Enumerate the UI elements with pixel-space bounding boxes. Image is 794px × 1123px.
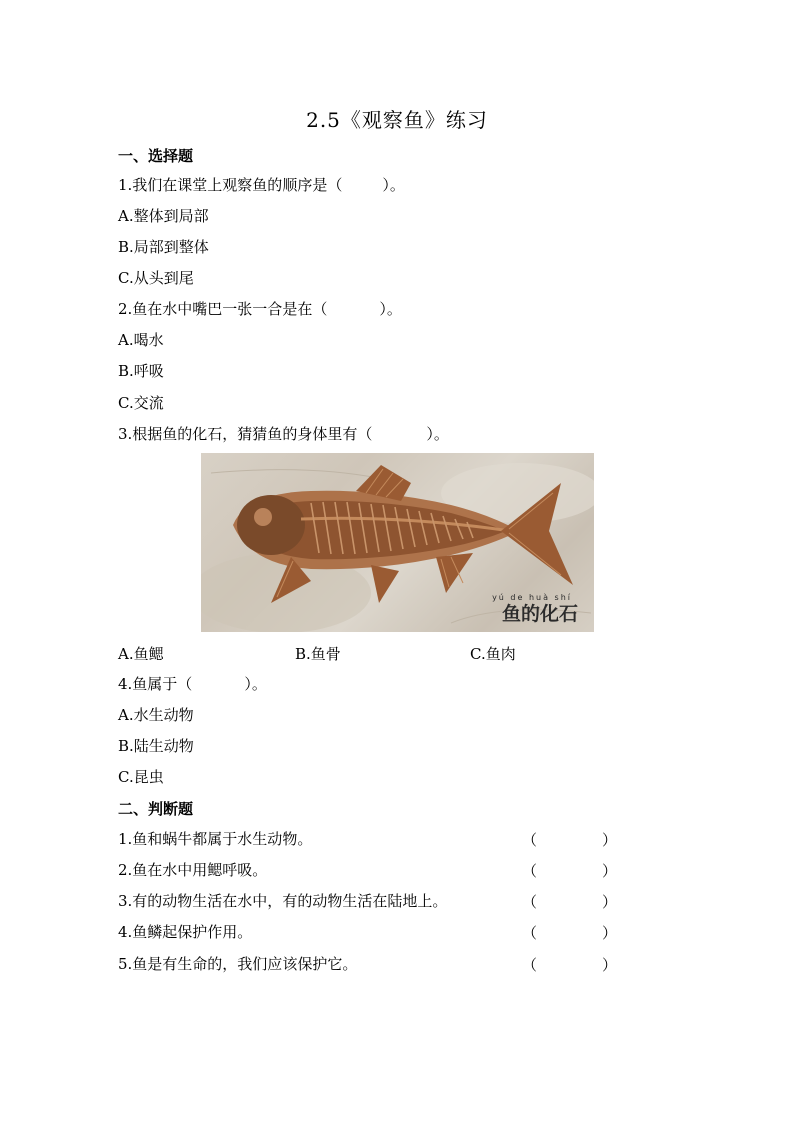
section-choice-heading: 一、选择题 [118,147,194,165]
judgement-2-paren-open: （ [522,862,538,880]
judgement-5: 5.鱼是有生命的，我们应该保护它。 [118,955,358,973]
section-judgement-heading: 二、判断题 [118,800,194,818]
question-1-stem-start: 1.我们在课堂上观察鱼的顺序是（ [118,176,343,194]
judgement-3-paren-close: ） [602,893,618,911]
judgement-5-paren-open: （ [522,956,538,974]
judgement-1-paren-open: （ [522,831,538,849]
page-title: 2.5《观察鱼》练习 [306,108,488,132]
fossil-pinyin: yú de huà shí [492,593,572,602]
judgement-3: 3.有的动物生活在水中，有的动物生活在陆地上。 [118,892,448,910]
question-2-option-a: A.喝水 [118,331,164,349]
question-2-option-c: C.交流 [118,394,164,412]
question-2-stem [118,299,402,319]
question-4-option-c: C.昆虫 [118,768,164,786]
question-1-option-a: A.整体到局部 [118,207,209,225]
judgement-4-paren-close: ） [602,924,618,942]
judgement-4: 4.鱼鳞起保护作用。 [118,923,253,941]
question-3-stem [118,424,449,444]
judgement-2: 2.鱼在水中用鳃呼吸。 [118,861,268,879]
question-4-option-a: A.水生动物 [118,706,194,724]
question-1-option-c: C.从头到尾 [118,269,194,287]
judgement-1-paren-close: ） [602,831,618,849]
question-2-stem-start: 2.鱼在水中嘴巴一张一合是在（ [118,300,328,318]
question-4-stem [118,674,267,694]
question-2-option-b: B.呼吸 [118,362,164,380]
judgement-2-paren-close: ） [602,862,618,880]
question-2-stem-end: ）。 [379,300,402,318]
question-4-stem-end: ）。 [244,675,267,693]
question-3-options [118,643,678,663]
judgement-3-paren-open: （ [522,893,538,911]
question-3-option-c: C.鱼肉 [470,645,516,663]
question-3-option-b: B.鱼骨 [295,645,341,663]
judgement-5-paren-close: ） [602,956,618,974]
fish-fossil-image [201,453,594,632]
question-4-option-b: B.陆生动物 [118,737,194,755]
question-3-option-a: A.鱼鳃 [118,645,164,663]
judgement-1: 1.鱼和蜗牛都属于水生动物。 [118,830,313,848]
question-1-option-b: B.局部到整体 [118,238,209,256]
fossil-caption: 鱼的化石 [501,603,578,625]
question-1-stem-end: ）。 [382,176,405,194]
question-4-stem-start: 4.鱼属于（ [118,675,193,693]
judgement-4-paren-open: （ [522,924,538,942]
question-3-stem-start: 3.根据鱼的化石，猜猜鱼的身体里有（ [118,425,373,443]
question-1-stem [118,175,405,195]
question-3-stem-end: ）。 [426,425,449,443]
